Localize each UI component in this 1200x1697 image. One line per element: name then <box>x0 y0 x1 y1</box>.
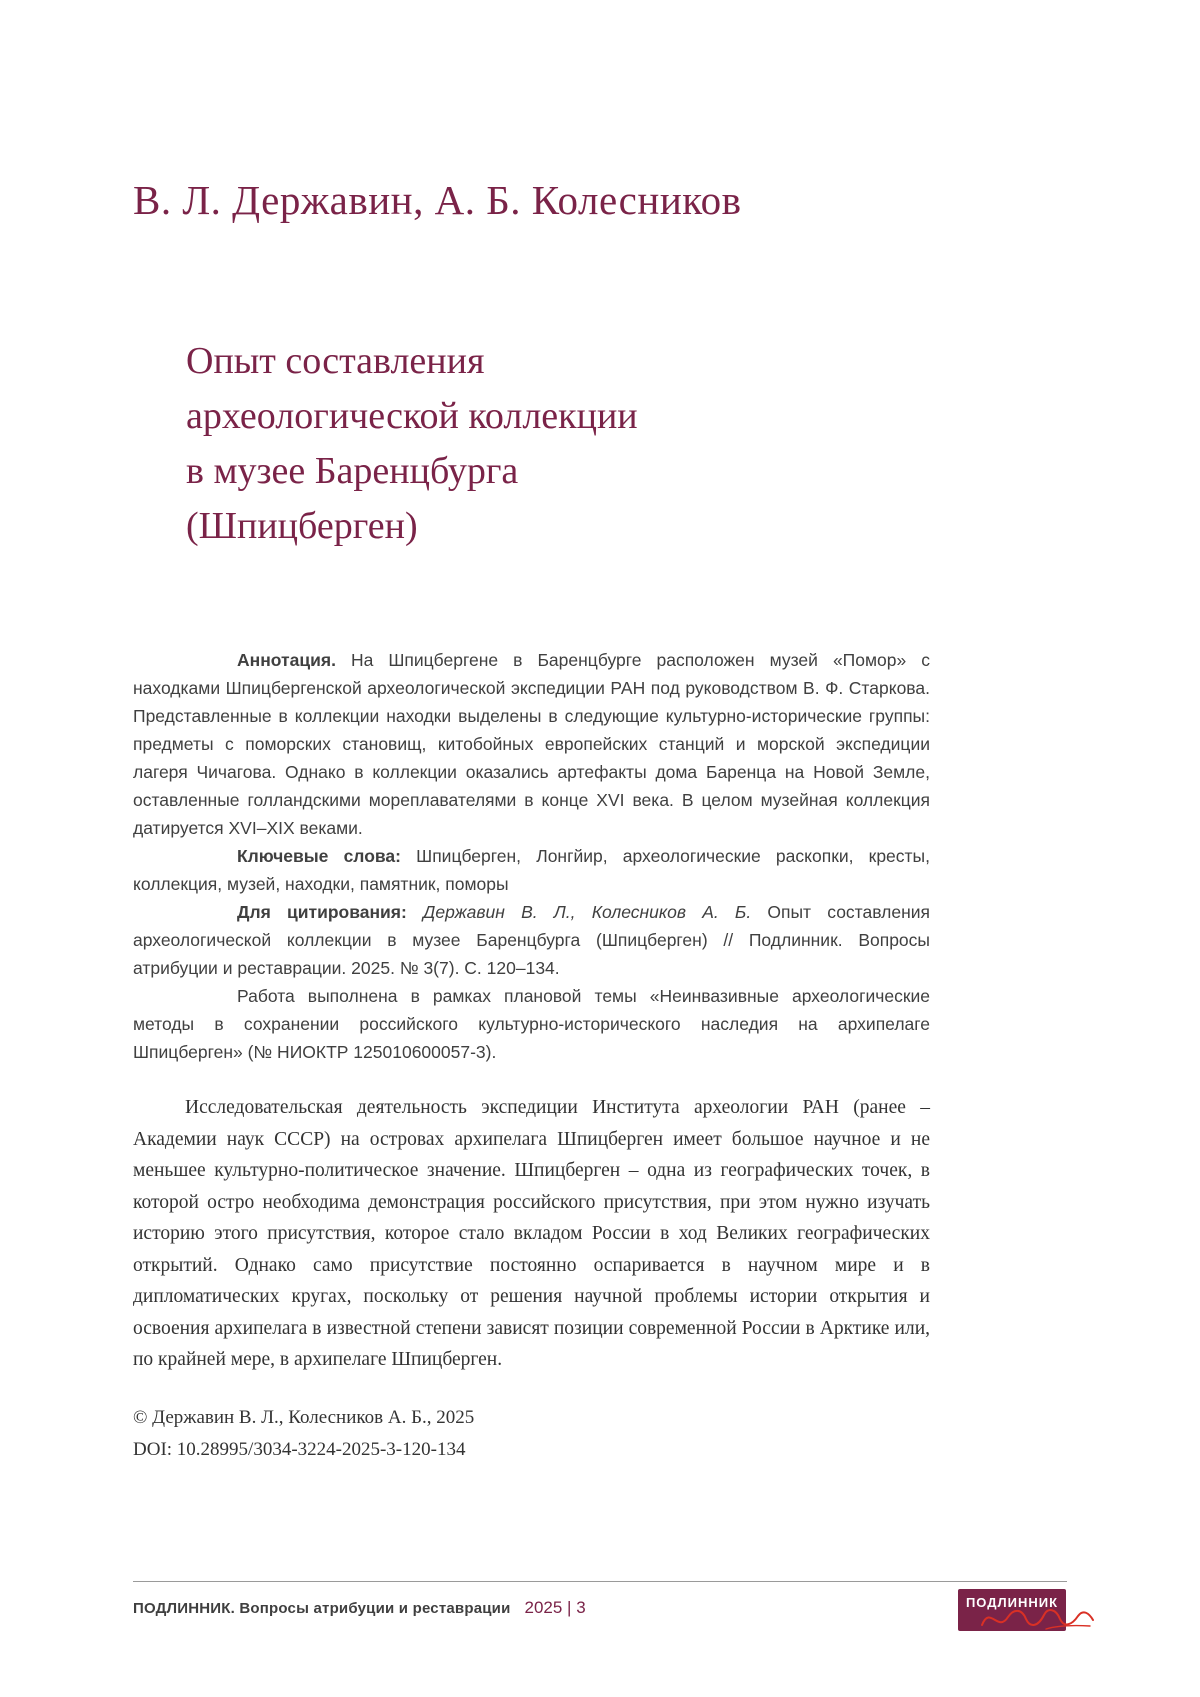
citation-text: Опыт составления археологической коллекции в музее Баренцбурга (Шпицберген) // Подлинник. Вопросы атрибуции и реставрации. 2025. № 3(7). С. 120–134. <box>133 902 930 978</box>
article-body <box>133 1092 930 1376</box>
article-meta-block <box>133 646 930 1066</box>
keywords-label: Ключевые слова: <box>237 846 401 866</box>
citation-paragraph <box>133 898 930 982</box>
article-title-line: (Шпицберген) <box>186 505 418 547</box>
journal-logo-text: ПОДЛИННИК <box>965 1595 1059 1610</box>
article-title <box>186 334 638 554</box>
journal-logo <box>958 1589 1066 1631</box>
article-title-line: в музее Баренцбурга <box>186 450 519 492</box>
footer-issue-number: 2025 | 3 <box>524 1598 586 1617</box>
authors-heading: В. Л. Державин, А. Б. Колесников <box>133 177 742 223</box>
keywords-text: Шпицберген, Лонгйир, археологические раскопки, кресты, коллекция, музей, находки, памятник, поморы <box>133 846 930 894</box>
funding-paragraph: Работа выполнена в рамках плановой темы «Неинвазивные археологические методы в сохранении российского культурно-исторического наследия на архипелаге Шпицберген» (№ НИОКТР 125010600057-3). <box>133 986 930 1062</box>
citation-authors: Державин В. Л., Колесников А. Б. <box>423 902 752 922</box>
abstract-text: На Шпицбергене в Баренцбурге расположен музей «Помор» с находками Шпицбергенской археологической экспедиции РАН под руководством В. Ф. Старкова. Представленные в коллекции находки выделены в следующие культурно-исторические группы: предметы с поморских становищ, китобойных европейских станций и морской экспедиции лагеря Чичагова. Однако в коллекции оказались артефакты дома Баренца на Новой Земле, оставленные голландскими мореплавателями в конце XVI века. В целом музейная коллекция датируется XVI–XIX веками. <box>133 650 930 838</box>
keywords-paragraph <box>133 842 930 898</box>
footer-divider <box>133 1581 1067 1582</box>
copyright-block <box>133 1402 474 1466</box>
body-paragraph: Исследовательская деятельность экспедиции Института археологии РАН (ранее – Академии наук СССР) на островах архипелага Шпицберген имеет большое научное и не меньшее культурно-политическое значение. Шпицберген – одна из географических точек, в которой остро необходима демонстрация российского присутствия, при этом нужно изучать историю этого присутствия, которое стало вкладом России в ход Великих географических открытий. Однако само присутствие постоянно оспаривается в научном мире и в дипломатических кругах, поскольку от решения научной проблемы истории открытия и освоения архипелага в известной степени зависят позиции современной России в Арктике или, по крайней мере, в архипелаге Шпицберген. <box>133 1097 930 1370</box>
abstract-paragraph <box>133 646 930 842</box>
footer-journal-name: ПОДЛИННИК. Вопросы атрибуции и реставрации <box>133 1600 511 1617</box>
article-title-line: Опыт составления <box>186 340 485 382</box>
citation-label: Для цитирования: <box>237 902 407 922</box>
copyright-line: © Державин В. Л., Колесников А. Б., 2025 <box>133 1407 475 1428</box>
doi-line: DOI: 10.28995/3034-3224-2025-3-120-134 <box>133 1439 466 1460</box>
abstract-label: Аннотация. <box>237 650 336 670</box>
article-title-line: археологической коллекции <box>186 395 638 437</box>
footer <box>133 1598 586 1618</box>
